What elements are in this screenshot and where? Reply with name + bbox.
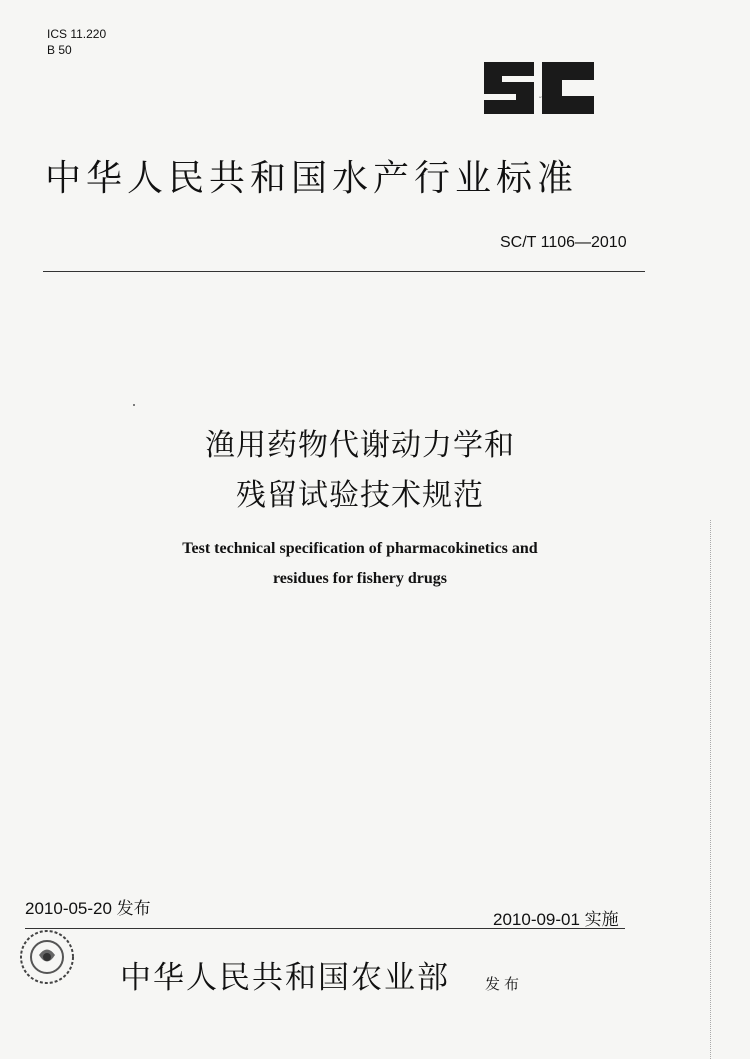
classification-codes (47, 26, 106, 58)
title-en-line-2: residues for fishery drugs (272, 570, 448, 587)
scan-edge-line (710, 520, 711, 1059)
title-cn-line-1: 渔用药物代谢动力学和 (205, 428, 515, 463)
scan-speck (133, 404, 135, 406)
sc-logo (480, 58, 598, 118)
ics-code: ICS 11.220 (47, 27, 107, 41)
title-en-line-1: Test technical specification of pharmacokinetics and (182, 540, 538, 557)
issuing-authority: 中华人民共和国农业部 (120, 960, 450, 996)
standard-code: SC/T 1106—2010 (500, 234, 627, 251)
publish-label: 发布 (485, 975, 524, 993)
header-divider (43, 271, 645, 272)
ccs-code: B 50 (47, 43, 72, 57)
sc-logo-text: SC (539, 97, 542, 99)
standard-title: 中华人民共和国水产行业标准 (45, 158, 579, 199)
issue-date: 2010-05-20 发布 (25, 899, 151, 918)
seal-emblem (12, 922, 82, 992)
footer-divider (25, 928, 625, 929)
implement-date: 2010-09-01 实施 (493, 910, 619, 929)
title-cn-line-2: 残留试验技术规范 (236, 478, 484, 513)
